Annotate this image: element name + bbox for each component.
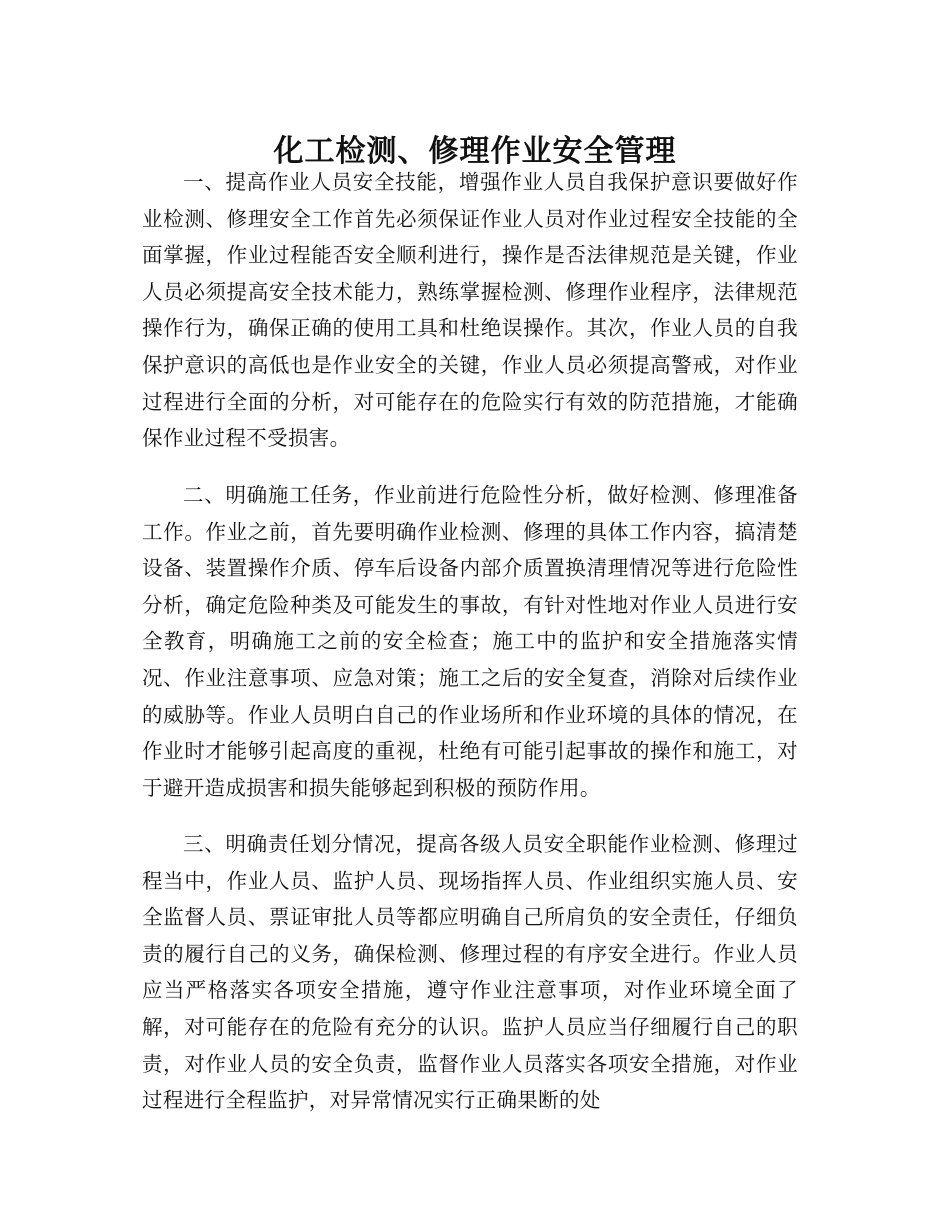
paragraph-1: 一、提高作业人员安全技能，增强作业人员自我保护意识要做好作业检测、修理安全工作首先必须保证作业人员对作业过程安全技能的全面掌握，作业过程能否安全顺利进行，操作是否法律规范是关键，作业人员必须提高安全技术能力，熟练掌握检测、修理作业程序，法律规范操作行为，确保正确的使用工具和杜绝误操作。其次，作业人员的自我保护意识的高低也是作业安全的关键，作业人员必须提高警戒，对作业过程进行全面的分析，对可能存在的危险实行有效的防范措施，才能确保作业过程不受损害。 — [142, 170, 798, 451]
document-title: 化工检测、修理作业安全管理 — [273, 134, 677, 170]
paragraph-2: 二、明确施工任务，作业前进行危险性分析，做好检测、修理准备工作。作业之前，首先要明确作业检测、修理的具体工作内容，搞清楚设备、装置操作介质、停车后设备内部介质置换清理情况等进行危险性分析，确定危险种类及可能发生的事故，有针对性地对作业人员进行安全教育，明确施工之前的安全检查；施工中的监护和安全措施落实情况、作业注意事项、应急对策；施工之后的安全复查，消除对后续作业的威胁等。作业人员明白自己的作业场所和作业环境的具体的情况，在作业时才能够引起高度的重视，杜绝有可能引起事故的操作和施工，对于避开造成损害和损失能够起到积极的预防作用。 — [142, 483, 798, 800]
paragraph-3: 三、明确责任划分情况，提高各级人员安全职能作业检测、修理过程当中，作业人员、监护人员、现场指挥人员、作业组织实施人员、安全监督人员、票证审批人员等都应明确自己所肩负的安全责任，仔细负责的履行自己的义务，确保检测、修理过程的有序安全进行。作业人员应当严格落实各项安全措施，遵守作业注意事项，对作业环境全面了解，对可能存在的危险有充分的认识。监护人员应当仔细履行自己的职责，对作业人员的安全负责，监督作业人员落实各项安全措施，对作业过程进行全程监护，对异常情况实行正确果断的处 — [142, 832, 798, 1113]
